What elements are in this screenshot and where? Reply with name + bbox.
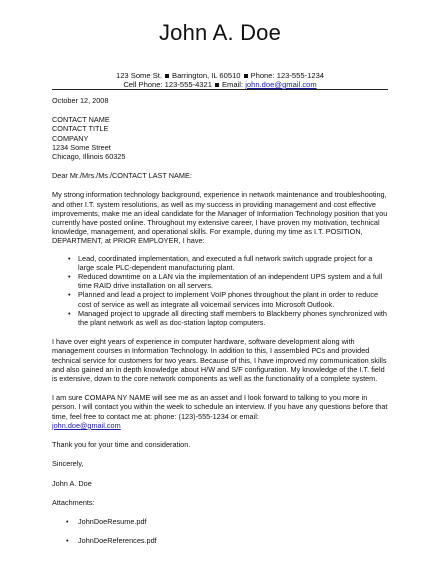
recipient-company: COMPANY bbox=[52, 133, 89, 143]
recipient-block bbox=[52, 115, 388, 161]
recipient-contact-title: CONTACT TITLE bbox=[52, 124, 109, 134]
attachment-resume: • JohnDoeResume.pdf bbox=[78, 517, 388, 526]
paragraph-experience: I have over eight years of experience in computer hardware, software development along with management courses in Information Technology. In addition to this, I assembled PCs and provided technical service for customers for two years. Because of this, I have improved my communication skills and also gained an in depth knowledge about H/W and S/F configuration. My knowledge of the I.T. field is extensive, down to the core network components as well as the functionality of a complete system. bbox=[52, 337, 387, 384]
recipient-street: 1234 Some Street bbox=[52, 142, 111, 152]
closing-email-link[interactable]: john.doe@gmail.com bbox=[52, 420, 121, 430]
salutation: Dear Mr./Mrs./Ms./CONTACT LAST NAME: bbox=[52, 171, 192, 181]
attachments-list bbox=[52, 517, 388, 545]
thanks-line: Thank you for your time and consideration. bbox=[52, 440, 191, 450]
address-phone: Phone: 123-555-1234 bbox=[250, 71, 325, 80]
address-city: Barrington, IL 60510 bbox=[172, 71, 241, 80]
letter-body bbox=[52, 96, 388, 555]
recipient-city: Chicago, Illinois 60325 bbox=[52, 152, 126, 162]
letter-date: October 12, 2008 bbox=[52, 96, 109, 105]
attachments-label: Attachments: bbox=[52, 497, 95, 507]
signature-name: John A. Doe bbox=[52, 478, 92, 488]
list-item: • Managed project to upgrade all directing staff members to Blackberry phones synchronized with the plant network as well as doc-station laptop computers. bbox=[78, 309, 388, 327]
cell-phone: Cell Phone: 123-555-4321 bbox=[123, 80, 212, 89]
list-item: • Lead, coordinated implementation, and executed a full network switch upgrade project for a large scale PLC-dependent manufacturing plant. bbox=[78, 254, 388, 272]
list-item: • Reduced downtime on a LAN via the implementation of an independent UPS system and a full time RAID drive installation on all servers. bbox=[78, 272, 388, 290]
sender-email-link[interactable]: john.doe@gmail.com bbox=[245, 80, 317, 89]
attachment-references: • JohnDoeReferences.pdf bbox=[78, 536, 388, 545]
sender-name: John A. Doe bbox=[158, 20, 282, 45]
address-street: 123 Some St. bbox=[115, 71, 162, 80]
separator-square-icon bbox=[244, 74, 248, 78]
closing-line: Sincerely, bbox=[52, 459, 84, 469]
list-item: • Planned and lead a project to implement VoIP phones throughout the plant in order to reduce cost of service as well as integrate all voicemail services into Microsoft Outlook. bbox=[78, 290, 388, 308]
paragraph-closing bbox=[52, 393, 388, 430]
paragraph-closing-text: I am sure COMAPA NY NAME will see me as an asset and I look forward to talking to you more in person. I will contact you within the week to schedule an interview. If you have any questions before that time, feel free to contact me at: phone: (123)-555-1234 or email: bbox=[52, 393, 388, 421]
header-divider bbox=[52, 89, 388, 90]
separator-square-icon bbox=[165, 74, 169, 78]
achievements-list bbox=[52, 254, 388, 328]
email-label: Email: bbox=[221, 80, 244, 89]
paragraph-intro: My strong information technology background, experience in network maintenance and troubleshooting, and other I.T. system resolutions, as well as my success in providing management and cost effective improvements, make me an ideal candidate for the Manager of Information Technology position that you currently have posted online. Throughout my extensive career, I have proven my motivation, technical knowledge, management, and operational skills. For example, during my time as I.T. POSITION, DEPARTMENT, at PRIOR EMPLOYER, I have: bbox=[52, 190, 388, 246]
recipient-contact-name: CONTACT NAME bbox=[52, 115, 110, 125]
separator-square-icon bbox=[215, 83, 219, 87]
